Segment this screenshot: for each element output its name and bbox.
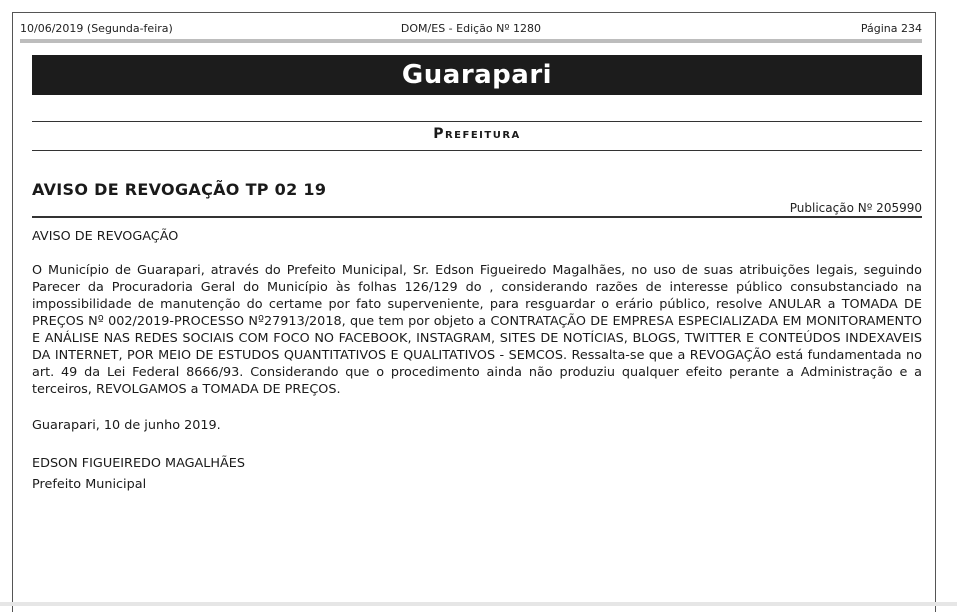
section-title: Prefeitura — [433, 126, 521, 142]
notice-title-rule — [32, 216, 922, 218]
signer-name: EDSON FIGUEIREDO MAGALHÃES — [32, 456, 245, 471]
notice-title: AVISO DE REVOGAÇÃO TP 02 19 — [32, 180, 327, 199]
section-rule-top — [32, 121, 922, 122]
publication-number: Publicação Nº 205990 — [789, 201, 922, 215]
header-edition: DOM/ES - Edição Nº 1280 — [400, 22, 542, 35]
page-bottom-edge — [0, 602, 957, 606]
notice-body: O Município de Guarapari, através do Prefeito Municipal, Sr. Edson Figueiredo Magalhães, no uso de suas atribuições legais, seguindo Parecer da Procuradoria Geral do Município às folhas 126/129 do , considerando razões de interesse público consubstanciado na impossibilidade de manutenção do certame por fato superveniente, para resguardar o erário público, resolve ANULAR a TOMADA DE PREÇOS Nº 002/2019-PROCESSO Nº27913/2018, que tem por objeto a CONTRATAÇÃO DE EMPRESA ESPECIALIZADA EM MONITORAMENTO E ANÁLISE NAS REDES SOCIAIS COM FOCO NO FACEBOOK, INSTAGRAM, SITES DE NOTÍCIAS, BLOGS, TWITTER E CONTEÚDOS INDEXAVEIS DA INTERNET, POR MEIO DE ESTUDOS QUANTITATIVOS E QUALITATIVOS - SEMCOS. Ressalta-se que a REVOGAÇÃO está fundamentada no art. 49 da Lei Federal 8666/93. Considerando que o procedimento ainda não produziu qualquer efeito perante a Administração e a terceiros, REVOLGAMOS a TOMADA DE PREÇOS. — [32, 263, 922, 397]
header-divider — [20, 39, 922, 43]
header-page-number: Página 234 — [860, 22, 922, 35]
section-rule-bottom — [32, 150, 922, 151]
notice-content — [32, 228, 922, 493]
header-date: 10/06/2019 (Segunda-feira) — [20, 22, 173, 35]
place-date: Guarapari, 10 de junho 2019. — [32, 418, 221, 433]
city-name: Guarapari — [401, 60, 553, 90]
notice-subheading: AVISO DE REVOGAÇÃO — [32, 229, 179, 244]
city-banner — [32, 55, 922, 95]
page-header — [20, 22, 922, 36]
signer-title: Prefeito Municipal — [32, 477, 147, 492]
